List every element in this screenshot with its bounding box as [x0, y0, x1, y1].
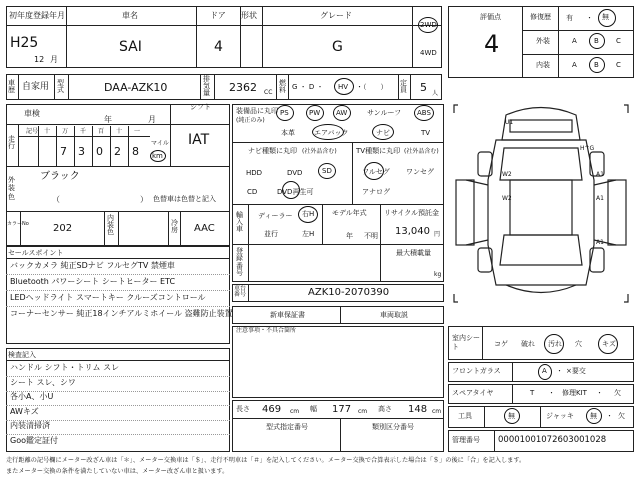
fuel-options: G ・ D ・: [292, 83, 324, 91]
abc-option: C: [616, 37, 621, 45]
equipment-sub: (純正のみ): [236, 117, 265, 124]
grade-label: グレード: [320, 11, 352, 20]
diag-w2b: W2: [502, 195, 512, 202]
equip-pw: PW: [309, 109, 321, 117]
model-label: 型式: [57, 79, 64, 94]
accident-no: 無: [602, 13, 609, 21]
spare-t: T: [530, 389, 535, 397]
abc-option: A: [572, 37, 577, 45]
first-reg-month: 12: [34, 55, 45, 64]
circle-mark: [598, 334, 618, 354]
score: 4: [484, 30, 500, 58]
capacity-label: 定員: [400, 79, 407, 94]
warranty-box: [232, 306, 444, 324]
color-no-label: カラーNo: [7, 221, 29, 227]
usage: 自家用: [22, 82, 50, 92]
mgmt-value: 00001001072603001028: [498, 435, 607, 445]
mile-unit: マイル: [151, 140, 169, 147]
equip-leather: 本革: [281, 129, 295, 137]
notes-box: [232, 326, 444, 398]
tv-oneseg: ワンセグ: [406, 168, 434, 176]
seat-option: 汚れ: [548, 340, 562, 348]
import-hand: 右H: [302, 210, 315, 218]
digit-header: 記号: [26, 128, 39, 135]
spare-repair: ・ 修理KIT: [548, 389, 587, 397]
cm-unit: cm: [290, 408, 300, 415]
inspector-note-line: Goo鑑定証付: [10, 435, 58, 445]
chassis-label: 車台番号: [234, 285, 247, 299]
selling-point-line: LEDヘッドライト スマートキー クルーズコントロール: [10, 293, 206, 302]
abc-option: B: [594, 37, 599, 45]
shape-label: 形状: [241, 11, 257, 20]
chassis-value: AZK10-2070390: [308, 287, 390, 298]
front-glass-a: A: [542, 367, 547, 375]
car-name-label: 車名: [122, 11, 138, 20]
displacement-label: 排気量: [203, 75, 210, 97]
usage-label: 車歴: [8, 79, 15, 94]
spare-none: 欠: [614, 389, 621, 397]
accident-sep: ・: [586, 14, 593, 22]
selling-point-line: Bluetooth パワーシート シートヒーター ETC: [10, 277, 176, 286]
tools-ketsu: 欠: [618, 412, 625, 420]
displacement: 2362: [229, 81, 257, 94]
warranty-manual: 車両取説: [380, 311, 408, 319]
month-unit: 月: [50, 55, 58, 64]
warranty-new: 新車保証書: [270, 311, 305, 319]
color-paren: （ ）: [52, 195, 148, 204]
diag-a1c: A1: [596, 239, 604, 246]
length: 469: [262, 404, 282, 415]
inspection-label: 車検: [24, 109, 40, 118]
model-year-label: モデル年式: [332, 209, 367, 217]
type-spec-label: 型式指定番号: [266, 423, 308, 431]
navi-sd: SD: [322, 167, 332, 175]
spare-label: スペアタイヤ: [452, 389, 494, 397]
diag-u1: U1: [505, 119, 514, 126]
diag-w2a: W2: [502, 171, 512, 178]
model-year-unit: 年: [346, 232, 353, 240]
fuel-paren: ・（ ）: [356, 83, 388, 91]
selling-point-line: バックカメラ 純正SDナビ フルセグTV 禁煙車: [10, 261, 175, 270]
navi-cd: CD: [247, 188, 258, 196]
tools-label: 工具: [458, 412, 472, 420]
score-label: 評価点: [480, 13, 501, 21]
max-load-label: 最大積載量: [396, 249, 431, 257]
digit-header: 百: [98, 128, 105, 135]
max-load-unit: kg: [434, 271, 442, 278]
height-label: 高さ: [378, 405, 392, 413]
front-glass-replace: ×要交: [566, 367, 586, 375]
circle-mark: [589, 33, 605, 49]
footer-line2: またメーター交換の条件を満たしていない車は、メーター改ざん車と扱います。: [6, 468, 229, 475]
selling-points-label: セールスポイント: [8, 249, 64, 257]
jack-label: ジャッキ: [546, 412, 574, 420]
equip-abs: ABS: [417, 109, 431, 117]
abc-option: B: [594, 61, 599, 69]
first-reg-year: H25: [10, 35, 39, 51]
color-value: ブラック: [40, 171, 80, 182]
year-unit: 年: [104, 115, 112, 124]
width-label: 幅: [310, 405, 317, 413]
doors-label: ドア: [210, 11, 226, 20]
import-parallel: 並行: [264, 230, 278, 238]
equip-aw: AW: [336, 109, 348, 117]
interior-color-label: 内装色: [107, 214, 114, 236]
cc: CC: [264, 89, 273, 96]
seat-option: 穴: [575, 340, 582, 348]
mileage-digit: 8: [132, 145, 139, 158]
fuel-label: 燃料: [279, 79, 286, 94]
equip-ps: PS: [280, 109, 289, 117]
equip-airbag: エアバック: [314, 129, 349, 137]
import-label: 輸入車: [236, 211, 243, 233]
import-hand-left: 左H: [302, 230, 315, 238]
seat-label: 室内シート: [452, 334, 480, 352]
mileage-digit: 3: [78, 145, 85, 158]
inspector-note-line: 各小A、小U: [10, 392, 54, 401]
drive-2wd: 2WD: [420, 21, 437, 29]
notes-label: 注意事項・不具合箇所: [236, 327, 297, 334]
seat-option: コゲ: [494, 340, 508, 348]
jack-mu: 無: [590, 412, 597, 420]
diag-a1b: A1: [596, 195, 604, 202]
grade: G: [332, 39, 343, 55]
cool-label: 冷房: [171, 219, 178, 234]
digit-header: 千: [80, 128, 87, 135]
selling-point-line: コーナーセンサー 純正18インチアルミホイール 盗難防止装置: [10, 309, 233, 318]
navi-label: ナビ種類に丸印: [248, 147, 297, 155]
front-glass-label: フロントガラス: [452, 367, 501, 375]
abc-option: A: [572, 61, 577, 69]
height: 148: [408, 404, 428, 415]
navi-hdd: HDD: [246, 169, 263, 177]
navi-sub: (社外品含む): [302, 148, 337, 155]
equip-sunroof: サンルーフ: [367, 109, 402, 117]
diag-a1a: A1: [596, 171, 604, 178]
mgmt-label: 管理番号: [452, 436, 480, 444]
inspector-notes-label: 検査記入: [8, 351, 36, 359]
km-unit: km: [152, 152, 163, 160]
model: DAA-AZK10: [104, 81, 168, 94]
color-label: 外装色: [8, 176, 15, 201]
front-glass-sep: ・: [556, 367, 563, 375]
tv-label: TV種類に丸印: [356, 147, 401, 155]
shift-label: シフト: [190, 103, 211, 111]
digit-header: 万: [62, 128, 69, 135]
circle-mark: [544, 334, 564, 354]
footer-line1: 走行距離の記号欄にメーター改ざん車は「＊」、メーター交換車は「＄」、走行不明車は「＃」を記入してください。メーター交換で合算表示した場合は「＄」の後に「合」を記入します。: [6, 457, 526, 464]
cm-unit: cm: [432, 408, 442, 415]
car-name: SAI: [119, 39, 142, 55]
tv-fullseg: フルセグ: [362, 168, 390, 176]
recycle-value: 13,040: [395, 226, 430, 237]
accident-label: 修復歴: [530, 13, 551, 21]
doors: 4: [214, 39, 223, 55]
model-year-unknown: 不明: [364, 232, 378, 240]
person-unit: 人: [432, 90, 439, 97]
capacity: 5: [420, 81, 427, 94]
abc-option: C: [616, 61, 621, 69]
color-note: 色替車は色替と記入: [153, 195, 216, 203]
recycle-label: リサイクル預託金: [384, 209, 440, 217]
reg-no-label: 登録番号: [236, 247, 243, 278]
month-unit: 月: [148, 115, 156, 124]
fuel-hv: HV: [338, 83, 349, 91]
inspector-note-line: ハンドル シフト・トリム スレ: [10, 363, 120, 372]
digit-header: 一: [134, 128, 141, 135]
length-label: 長さ: [236, 405, 250, 413]
digit-header: 十: [116, 128, 123, 135]
circle-mark: [589, 57, 605, 73]
first-reg-label: 初年度登録年月: [9, 11, 65, 20]
shift: IAT: [188, 132, 210, 148]
accident-yes: 有: [566, 14, 573, 22]
interior-label: 内装: [536, 61, 550, 69]
mileage-label: 走行: [8, 135, 15, 150]
inspector-note-line: AWキズ: [10, 406, 39, 416]
tools-sep: ・: [606, 412, 613, 420]
mileage-digit: 0: [96, 145, 103, 158]
spare-sep: ・: [596, 389, 603, 397]
cool: AAC: [194, 223, 215, 234]
navi-dvd: DVD: [287, 169, 303, 177]
inspector-note-line: 内装清掃済: [10, 421, 50, 430]
equip-navi: ナビ: [376, 129, 390, 137]
inspector-note-line: シート スレ、シワ: [10, 377, 76, 387]
digit-header: 十: [44, 128, 51, 135]
color-no: 202: [53, 223, 73, 234]
diag-hg: H^G: [580, 145, 595, 152]
tools-mu: 無: [508, 412, 515, 420]
mileage-digit: 2: [114, 145, 121, 158]
seat-option: キズ: [602, 340, 616, 348]
cm-unit: cm: [358, 408, 368, 415]
seat-option: 破れ: [521, 340, 535, 348]
recycle-unit: 円: [434, 231, 441, 238]
car-diagram: [448, 80, 634, 320]
equip-tv: TV: [421, 129, 431, 137]
drive-4wd: 4WD: [420, 49, 437, 57]
import-dealer: ディーラー: [258, 212, 293, 220]
category-label: 類別区分番号: [372, 423, 414, 431]
exterior-label: 外装: [536, 37, 550, 45]
navi-dvd-play: DVD再生可: [277, 188, 314, 196]
width: 177: [332, 404, 352, 415]
equipment-label: 装備品に丸印: [236, 107, 278, 115]
tv-sub: (社外品含む): [404, 148, 439, 155]
tv-analog: アナログ: [362, 188, 390, 196]
mileage-digit: 7: [60, 145, 67, 158]
